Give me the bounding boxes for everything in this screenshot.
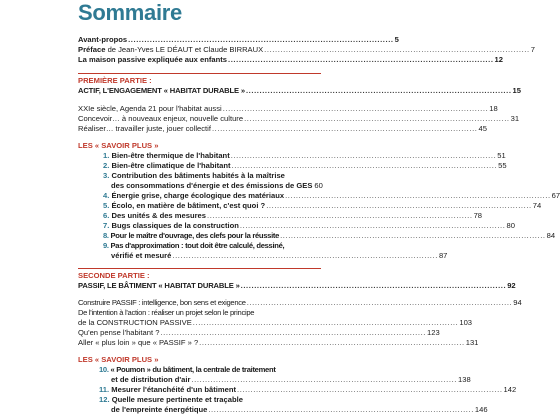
page-number: 92 [507,281,516,290]
page-number: 87 [438,251,448,260]
page-number: 60 [314,181,323,190]
item-number: 10. [99,365,109,374]
page-number: 146 [474,405,488,414]
part-label: PREMIÈRE PARTIE : [78,76,152,85]
toc-entry[interactable] [103,151,506,161]
part-one-header [78,73,521,96]
toc-entry[interactable] [103,191,560,201]
dot-leader: .................................................................................................. [128,35,394,44]
page-number: 67 [551,191,560,200]
dot-leader: .................................................................................................. [172,251,438,260]
item-number: 2. [103,161,110,170]
entry-title: Mesurer l'étanchéité d'un bâtiment [111,385,236,394]
page-number: 84 [546,231,556,240]
toc-entry[interactable] [99,375,471,385]
entry-title: La maison passive expliquée aux enfants [78,55,227,64]
dot-leader: .................................................................................................. [230,151,497,160]
item-number: 9. [103,241,109,250]
toc-entry[interactable] [103,161,507,171]
entry-title: Qu'en pense l'habitant ? [78,328,160,337]
entry-title: Avant-propos [78,35,128,44]
entry-title: « Poumon » du bâtiment, la centrale de traitement [110,365,276,374]
entry-title: Aller « plus loin » que « PASSIF » ? [78,338,199,347]
entry-title-continued: de l'empreinte énergétique [111,405,208,414]
entry-title: Pas d'approximation : tout doit être calculé, dessiné, [110,241,285,250]
entry-title-continued: de la CONSTRUCTION PASSIVE [78,318,192,327]
savoir-plus-label: LES « SAVOIR PLUS » [78,355,159,364]
entry-title-continued: et de distribution d'air [111,375,191,384]
entry-title-continued: vérifié et mesuré [111,251,172,260]
toc-entry[interactable] [103,201,542,211]
toc-entry[interactable] [78,45,535,55]
dot-leader: .................................................................................................. [264,45,530,54]
dot-leader: .................................................................................................. [207,211,473,220]
toc-entry[interactable] [103,211,483,221]
toc-entry[interactable] [103,221,515,231]
entry-title: Des unités & des mesures [111,211,207,220]
toc-entry[interactable] [78,298,522,308]
page-number: 103 [459,318,473,327]
dot-leader: .................................................................................................. [246,298,513,307]
entry-title-continued: des consommations d'énergie et des émissions de GES [111,181,313,190]
toc-entry[interactable] [78,328,440,338]
dot-leader: .................................................................................................. [239,221,506,230]
page-number: 31 [510,114,520,123]
table-of-contents [78,35,560,415]
toc-entry[interactable] [78,104,498,114]
dot-leader: .................................................................................................. [192,318,459,327]
page-number: 45 [478,124,487,133]
entry-title: De l'intention à l'action : réaliser un projet selon le principe [78,308,255,317]
page-number: 18 [489,104,498,113]
toc-entry[interactable] [78,86,521,96]
toc-entry[interactable] [78,35,399,45]
dot-leader: .................................................................................................. [227,55,494,64]
entry-title: Bien-être thermique de l'habitant [111,151,230,160]
part-title: PASSIF, LE BÂTIMENT « HABITAT DURABLE » [78,281,240,290]
dot-leader: .................................................................................................. [199,338,465,347]
page-number: 55 [498,161,507,170]
savoir-plus-label: LES « SAVOIR PLUS » [78,141,159,150]
dot-leader: .................................................................................................. [236,385,503,394]
page-number: 51 [497,151,506,160]
toc-entry[interactable] [78,281,516,291]
item-number: 4. [103,191,110,200]
item-number: 5. [103,201,110,210]
dot-leader: .................................................................................................. [280,231,546,240]
entry-title: XXIe siècle, Agenda 21 pour l'habitat aussi [78,104,222,113]
dot-leader: .................................................................................................. [244,114,510,123]
page-number: 7 [530,45,535,54]
item-number: 3. [103,171,110,180]
page-number: 15 [512,86,521,95]
dot-leader: .................................................................................................. [231,161,498,170]
page-number: 12 [494,55,503,64]
dot-leader: .................................................................................................. [191,375,457,384]
page-number: 138 [458,375,471,384]
page-number: 94 [513,298,522,307]
item-number: 11. [99,385,110,394]
dot-leader: .................................................................................................. [222,104,489,113]
entry-title: Énergie grise, charge écologique des matériaux [111,191,285,200]
page-number: 74 [532,201,542,210]
entry-title: Pour le maître d'ouvrage, des clefs pour la réussite [110,231,280,240]
dot-leader: .................................................................................................. [208,405,474,414]
toc-entry[interactable] [99,405,488,415]
entry-title: de Jean-Yves LE DÉAUT et Claude BIRRAUX [105,45,264,54]
page-number: 80 [506,221,515,230]
entry-prefix: Préface [78,45,106,54]
item-number: 1. [103,151,110,160]
dot-leader: .................................................................................................. [285,191,551,200]
page-number: 78 [473,211,483,220]
toc-entry[interactable] [103,251,448,261]
toc-entry-line[interactable] [99,365,321,375]
dot-leader: .................................................................................................. [160,328,426,337]
savoir-plus-list [78,365,517,415]
dot-leader: .................................................................................................. [266,201,532,210]
dot-leader: .................................................................................................. [211,124,478,133]
entry-title: Quelle mesure pertinente et traçable [111,395,243,404]
toc-entry[interactable] [103,231,556,241]
page-number: 142 [503,385,517,394]
part-title: ACTIF, L'ENGAGEMENT « HABITAT DURABLE » [78,86,245,95]
entry-title: Concevoir… à nouveaux enjeux, nouvelle culture [78,114,244,123]
page-title: Sommaire [78,0,182,25]
entry-title: Réaliser… travailler juste, jouer collectif [78,124,211,133]
toc-entry[interactable] [103,181,321,191]
toc-entry-line[interactable] [78,308,321,318]
toc-entry[interactable] [78,124,487,134]
item-number: 7. [103,221,110,230]
toc-entry[interactable] [99,385,517,395]
part-label: SECONDE PARTIE : [78,271,150,280]
entry-title: Construire PASSIF : intelligence, bon sens et exigence [78,298,246,307]
toc-entry[interactable] [78,55,503,65]
savoir-plus-list [78,151,560,261]
entry-title: Contribution des bâtiments habités à la maîtrise [111,171,285,180]
dot-leader: .................................................................................................. [245,86,512,95]
item-number: 6. [103,211,110,220]
toc-entry[interactable] [78,114,520,124]
page-number: 131 [465,338,479,347]
page-number: 123 [427,328,440,337]
toc-entry-line[interactable] [99,395,321,405]
entry-title: Écolo, en matière de bâtiment, c'est quoi ? [111,201,266,210]
toc-entry-line[interactable] [103,171,321,181]
dot-leader: .................................................................................................. [240,281,507,290]
entry-title: Bien-être climatique de l'habitant [111,161,231,170]
item-number: 8. [103,231,109,240]
page-number: 5 [394,35,399,44]
toc-entry[interactable] [78,338,479,348]
toc-entry-line[interactable] [103,241,321,251]
part-two-header [78,268,516,291]
item-number: 12. [99,395,110,404]
toc-entry[interactable] [78,318,473,328]
entry-title: Bugs classiques de la construction [111,221,239,230]
